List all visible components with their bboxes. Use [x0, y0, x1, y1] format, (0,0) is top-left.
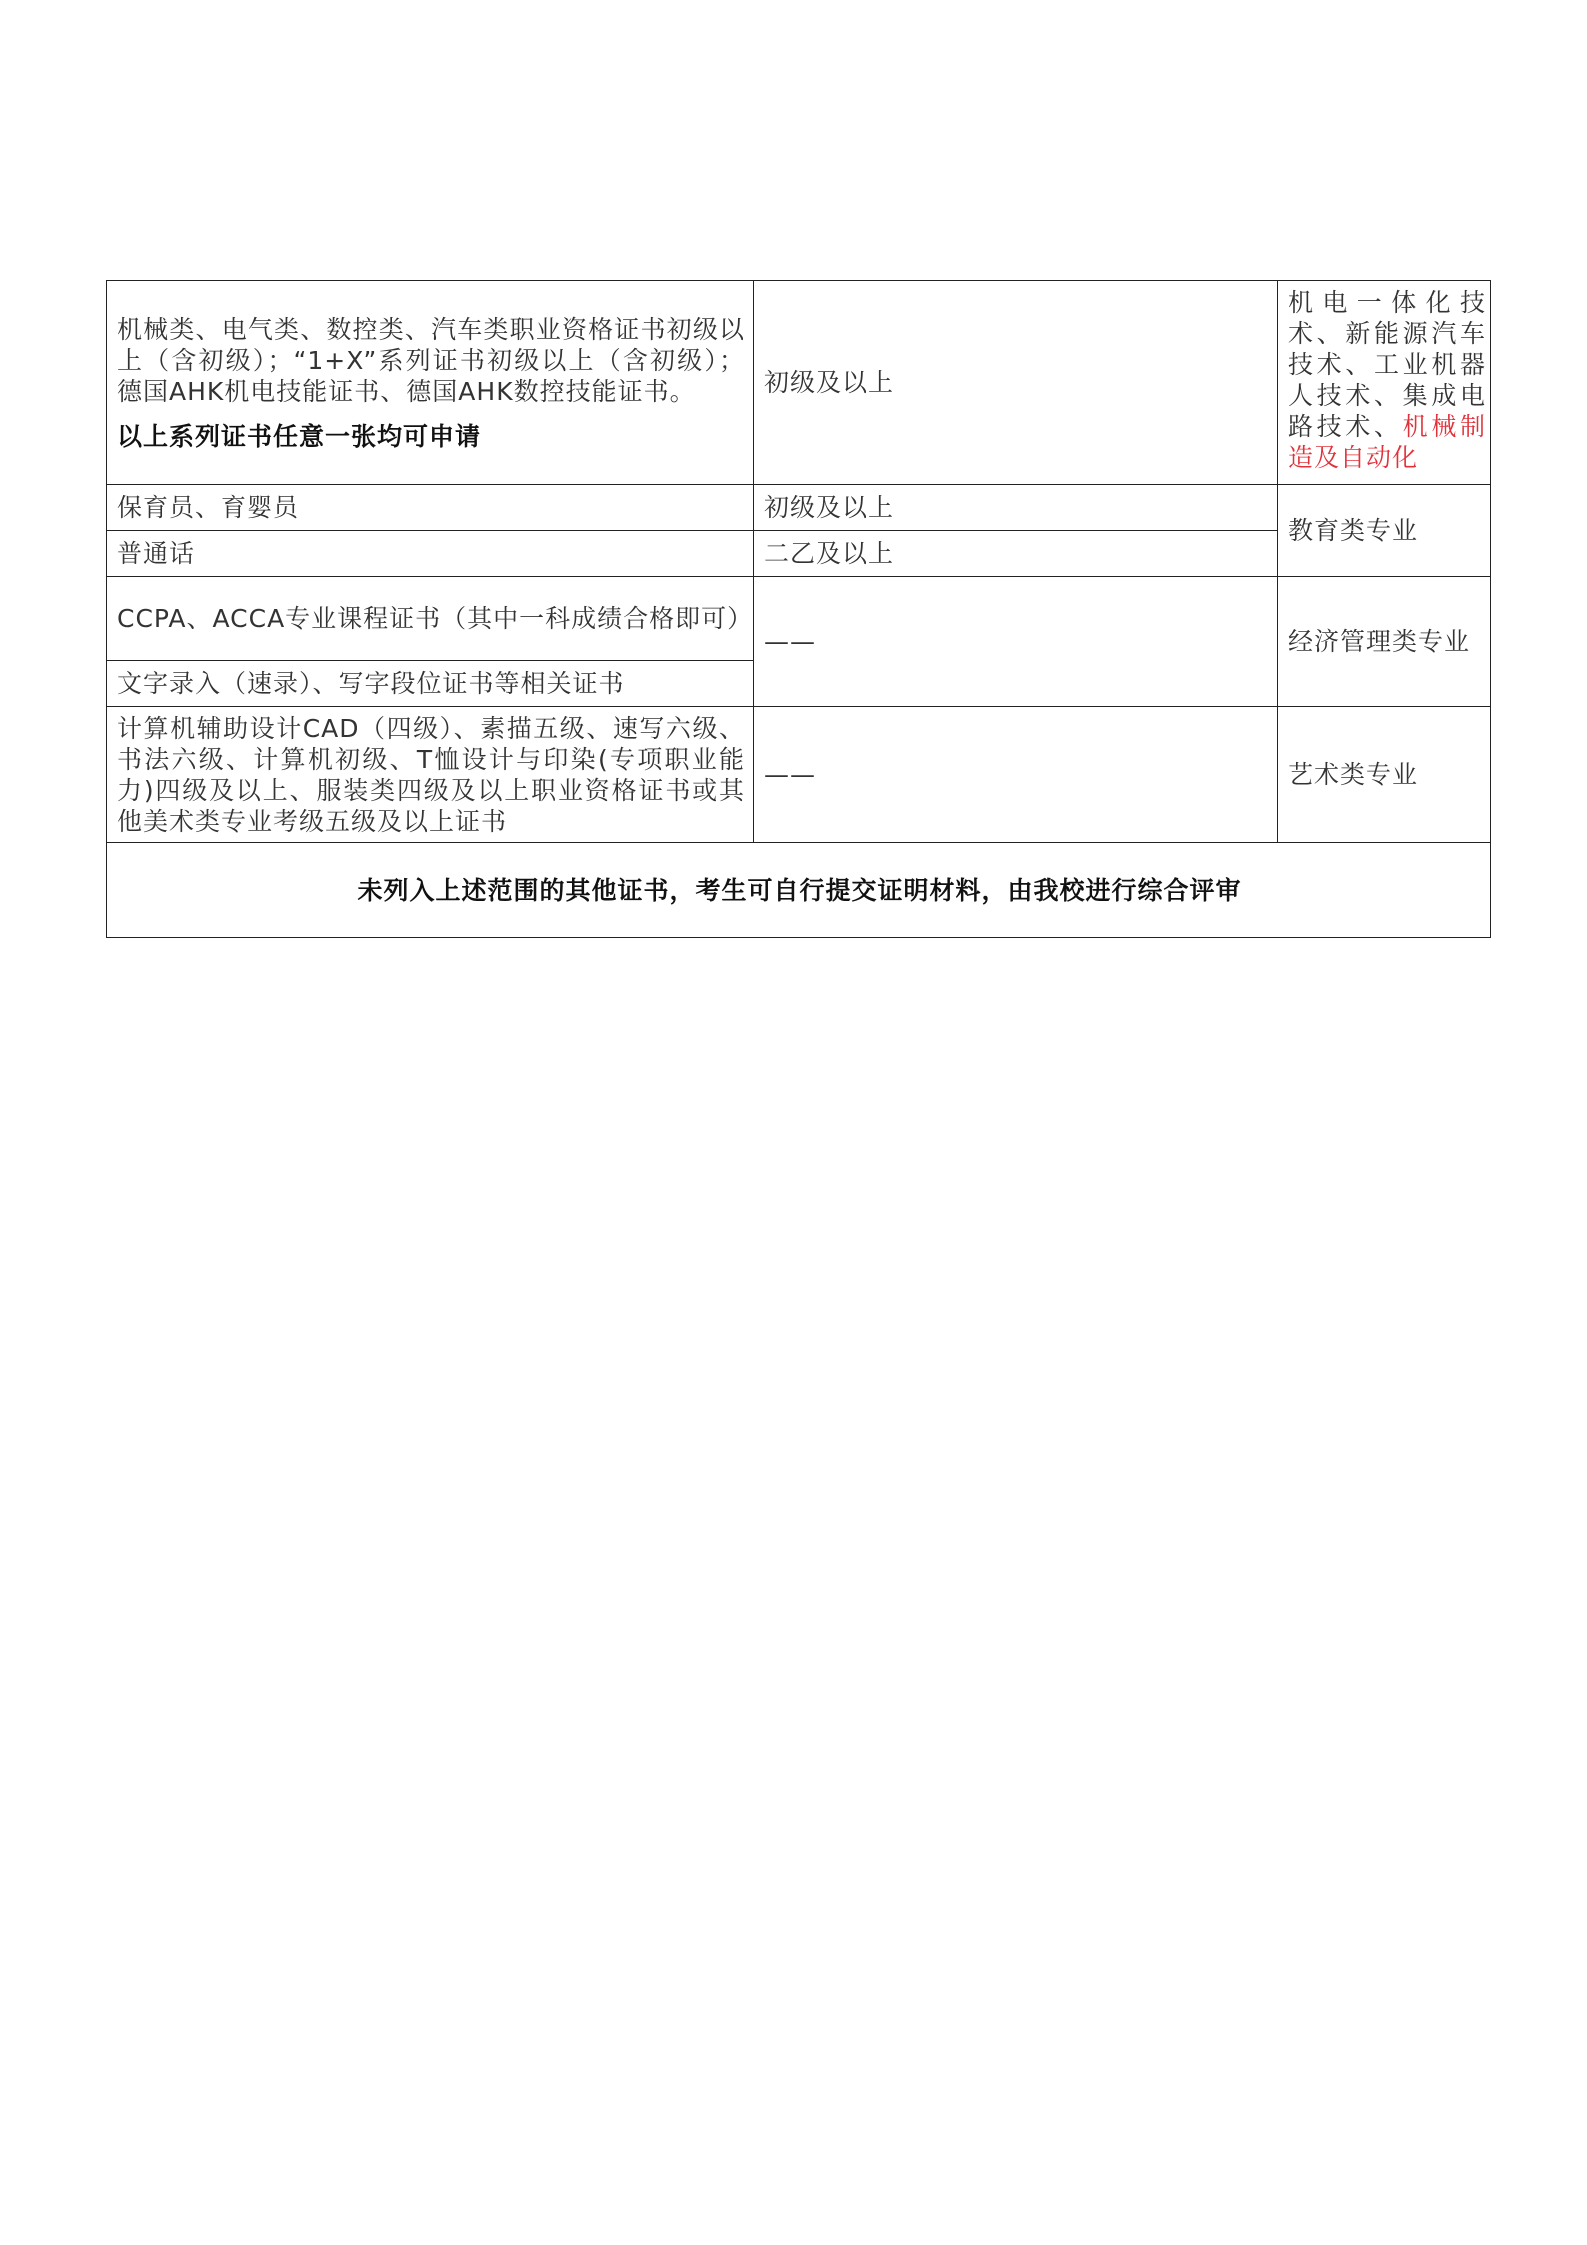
major-cell: 经济管理类专业 — [1278, 577, 1491, 707]
certificate-cell: 保育员、育婴员 — [107, 485, 754, 531]
major-cell: 艺术类专业 — [1278, 707, 1491, 843]
note-text: 以上系列证书任意一张均可申请 — [117, 421, 482, 451]
level-cell: —— — [754, 707, 1278, 843]
certificate-cell: CCPA、ACCA专业课程证书（其中一科成绩合格即可） — [107, 577, 754, 661]
major-cell — [1278, 281, 1491, 485]
level-cell: 二乙及以上 — [754, 531, 1278, 577]
level-cell: 初级及以上 — [754, 281, 1278, 485]
footer-note: 未列入上述范围的其他证书，考生可自行提交证明材料，由我校进行综合评审 — [107, 843, 1491, 938]
certificate-cell — [107, 281, 754, 485]
major-cell: 教育类专业 — [1278, 485, 1491, 577]
table-row — [107, 577, 1491, 661]
level-cell: 初级及以上 — [754, 485, 1278, 531]
table-row — [107, 485, 1491, 531]
table-row — [107, 707, 1491, 843]
table-row — [107, 843, 1491, 938]
certificate-cell: 计算机辅助设计CAD（四级）、素描五级、速写六级、书法六级、计算机初级、T恤设计与印染(专项职业能力)四级及以上、服装类四级及以上职业资格证书或其他美术类专业考级五级及以上证书 — [107, 707, 754, 843]
certificate-cell: 普通话 — [107, 531, 754, 577]
certificate-table — [106, 280, 1491, 938]
major-text: 机电一体化技术、新能源汽车技术、工业机器人技术、集成电路技术、 — [1288, 288, 1486, 441]
certificate-text: 机械类、电气类、数控类、汽车类职业资格证书初级以上（含初级）；“1+X”系列证书初级以上（含初级）；德国AHK机电技能证书、德国AHK数控技能证书。 — [117, 314, 745, 406]
table-row — [107, 281, 1491, 485]
level-cell: —— — [754, 577, 1278, 707]
major-text-highlight: 机械制造及自动化 — [1288, 412, 1486, 472]
certificate-cell: 文字录入（速录）、写字段位证书等相关证书 — [107, 661, 754, 707]
